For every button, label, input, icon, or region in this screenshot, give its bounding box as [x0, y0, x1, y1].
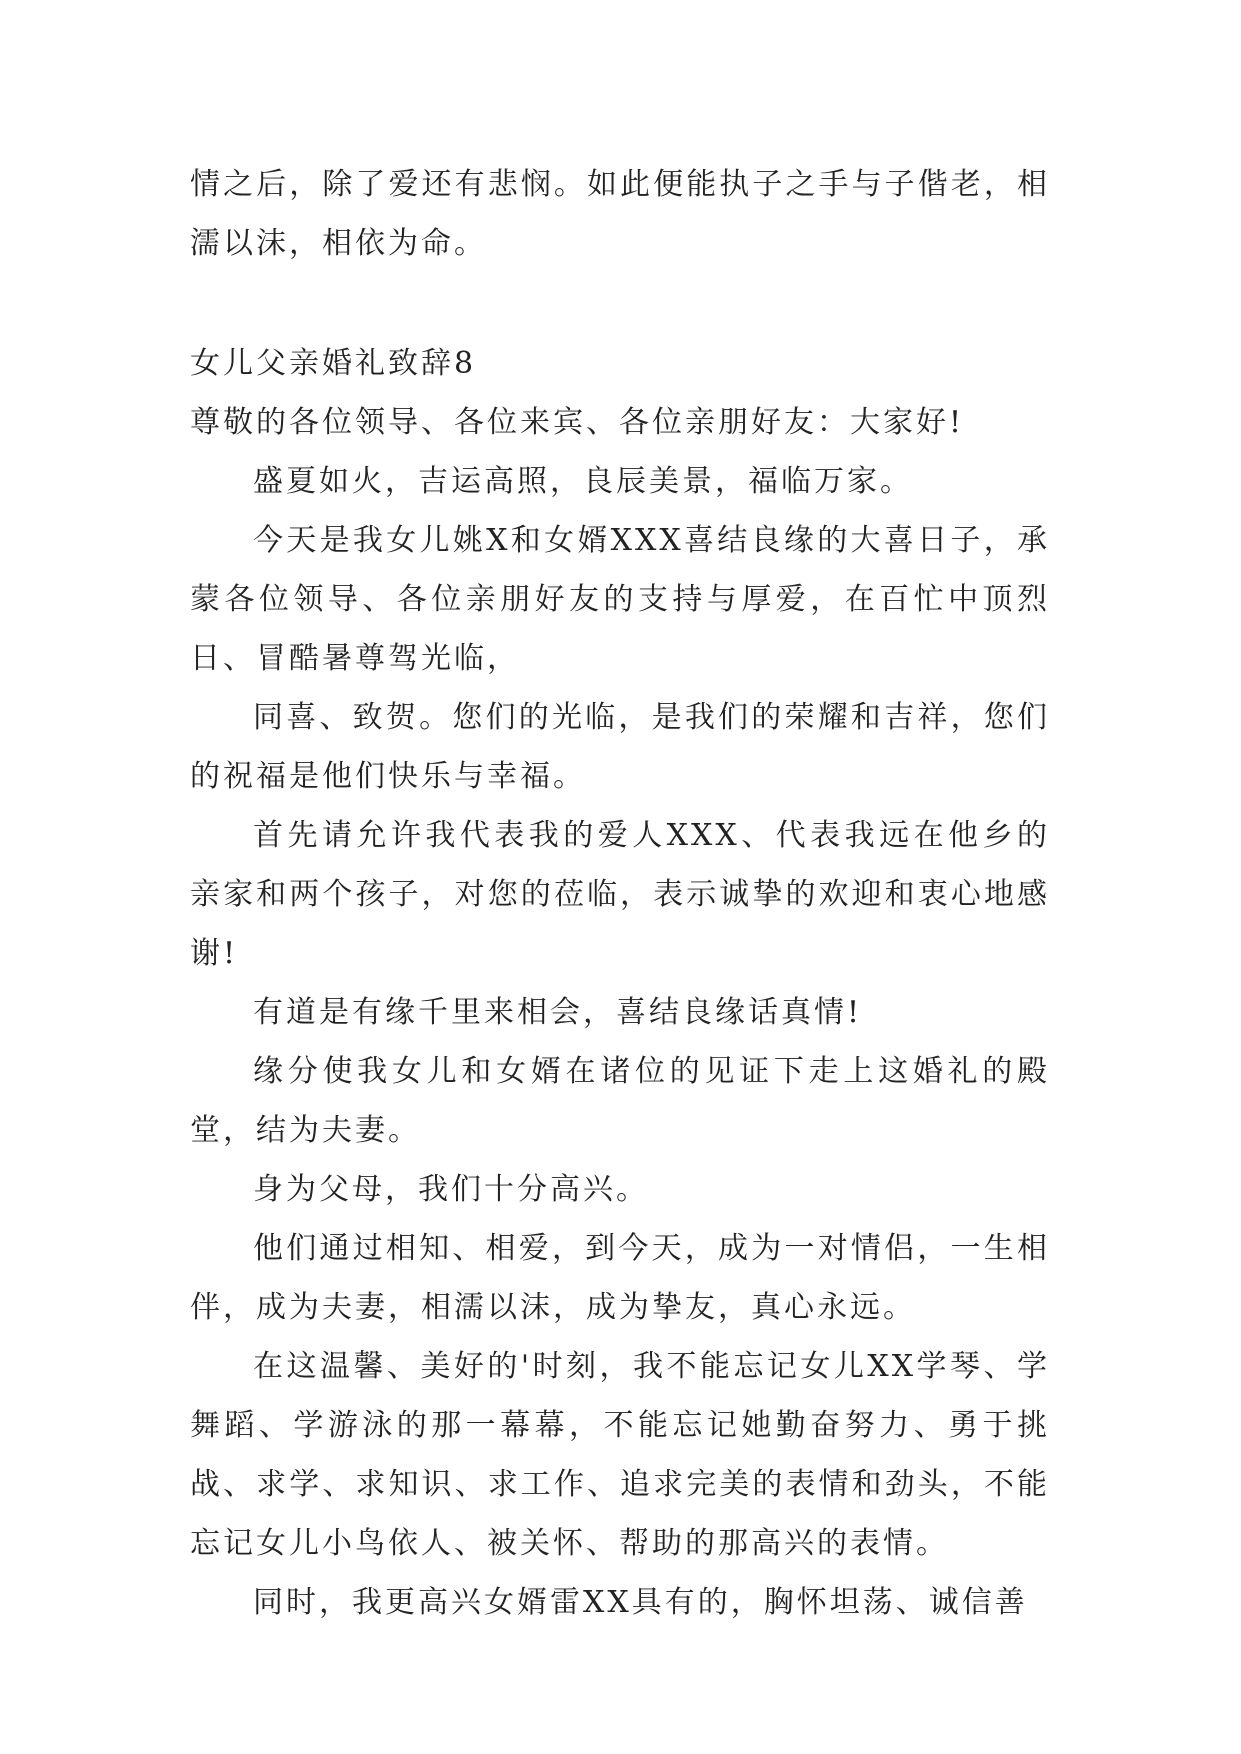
document-page — [190, 155, 1050, 1632]
body-paragraph: 在这温馨、美好的'时刻，我不能忘记女儿XX学琴、学舞蹈、学游泳的那一幕幕，不能忘记她勤奋努力、勇于挑战、求学、求知识、求工作、追求完美的表情和劲头，不能忘记女儿小鸟依人、被关怀、帮助的那高兴的表情。 — [190, 1349, 1050, 1561]
section-title: 女儿父亲婚礼致辞8 — [190, 346, 477, 381]
body-paragraph: 首先请允许我代表我的爱人XXX、代表我远在他乡的亲家和两个孩子，对您的莅临，表示诚挚的欢迎和衷心地感谢! — [190, 818, 1050, 971]
body-paragraph: 身为父母，我们十分高兴。 — [253, 1172, 649, 1207]
body-paragraph: 他们通过相知、相爱，到今天，成为一对情侣，一生相伴，成为夫妻，相濡以沫，成为挚友，真心永远。 — [190, 1231, 1050, 1325]
body-paragraph: 同喜、致贺。您们的光临，是我们的荣耀和吉祥，您们的祝福是他们快乐与幸福。 — [190, 700, 1050, 794]
body-paragraph: 有道是有缘千里来相会，喜结良缘话真情! — [253, 995, 863, 1030]
body-paragraph: 同时，我更高兴女婿雷XX具有的，胸怀坦荡、诚信善 — [253, 1585, 1028, 1620]
intro-paragraph: 情之后，除了爱还有悲悯。如此便能执子之手与子偕老，相濡以沫，相依为命。 — [190, 167, 1050, 261]
body-paragraph: 缘分使我女儿和女婿在诸位的见证下走上这婚礼的殿堂，结为夫妻。 — [190, 1054, 1050, 1148]
body-paragraph: 今天是我女儿姚X和女婿XXX喜结良缘的大喜日子，承蒙各位领导、各位亲朋好友的支持与厚爱，在百忙中顶烈日、冒酷暑尊驾光临， — [190, 523, 1050, 676]
body-paragraph: 盛夏如火，吉运高照，良辰美景，福临万家。 — [253, 464, 913, 499]
salutation: 尊敬的各位领导、各位来宾、各位亲朋好友：大家好! — [190, 405, 965, 440]
